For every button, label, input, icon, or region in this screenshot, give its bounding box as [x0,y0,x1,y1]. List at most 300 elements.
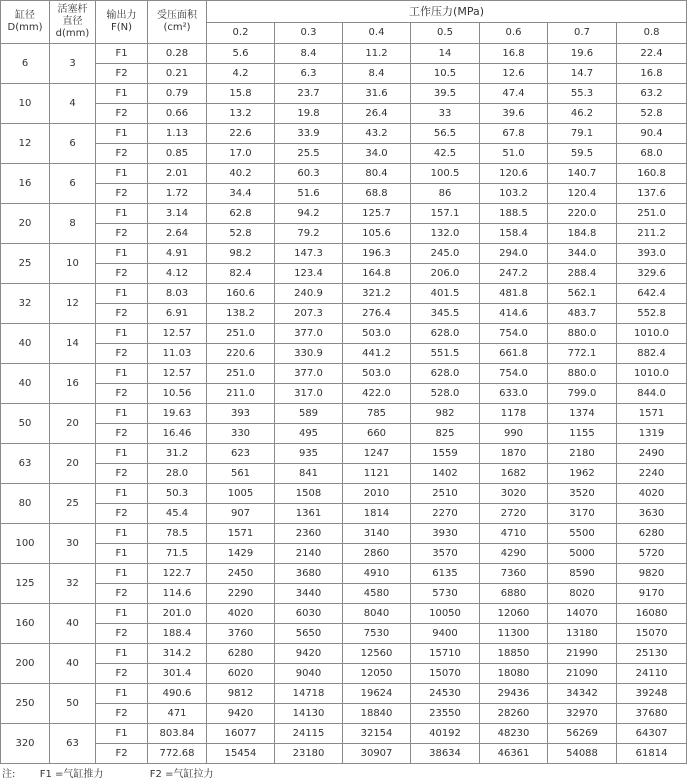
force-value-cell: 4020 [207,604,275,624]
bore-cell: 80 [1,484,50,524]
force-value-cell: 503.0 [343,364,411,384]
force-value-cell: 16077 [207,724,275,744]
force-label-cell: F1 [96,644,148,664]
pressure-header-2: 0.4 [343,23,411,44]
force-value-cell: 441.2 [343,344,411,364]
force-value-cell: 825 [411,424,480,444]
force-value-cell: 2360 [275,524,343,544]
force-value-cell: 40.2 [207,164,275,184]
force-value-cell: 12.6 [480,64,548,84]
force-value-cell: 39248 [617,684,687,704]
force-value-cell: 15454 [207,744,275,764]
header-bore: 缸径 D(mm) [1,1,50,44]
force-label-cell: F2 [96,424,148,444]
table-row [1,644,687,664]
force-value-cell: 9420 [275,644,343,664]
force-value-cell: 105.6 [343,224,411,244]
bore-cell: 200 [1,644,50,684]
table-row [1,284,687,304]
force-value-cell: 56.5 [411,124,480,144]
force-value-cell: 42.5 [411,144,480,164]
force-value-cell: 1814 [343,504,411,524]
table-row [1,124,687,144]
force-label-cell: F1 [96,204,148,224]
force-value-cell: 661.8 [480,344,548,364]
area-cell: 10.56 [148,384,207,404]
force-value-cell: 1962 [548,464,617,484]
force-value-cell: 495 [275,424,343,444]
force-value-cell: 422.0 [343,384,411,404]
force-value-cell: 2450 [207,564,275,584]
force-value-cell: 86 [411,184,480,204]
force-value-cell: 6135 [411,564,480,584]
area-cell: 188.4 [148,624,207,644]
force-label-cell: F1 [96,724,148,744]
force-value-cell: 8.4 [343,64,411,84]
force-value-cell: 6020 [207,664,275,684]
force-value-cell: 628.0 [411,364,480,384]
force-value-cell: 317.0 [275,384,343,404]
force-value-cell: 55.3 [548,84,617,104]
force-value-cell: 60.3 [275,164,343,184]
force-value-cell: 1361 [275,504,343,524]
force-value-cell: 14070 [548,604,617,624]
table-row [1,704,687,724]
force-value-cell: 2180 [548,444,617,464]
force-value-cell: 1010.0 [617,324,687,344]
area-cell: 31.2 [148,444,207,464]
force-value-cell: 51.6 [275,184,343,204]
force-value-cell: 160.6 [207,284,275,304]
force-value-cell: 29436 [480,684,548,704]
table-row [1,624,687,644]
force-value-cell: 34.0 [343,144,411,164]
rod-cell: 40 [50,644,96,684]
table-row [1,724,687,744]
rod-cell: 6 [50,164,96,204]
force-value-cell: 321.2 [343,284,411,304]
bore-cell: 125 [1,564,50,604]
force-label-cell: F1 [96,364,148,384]
force-value-cell: 1571 [207,524,275,544]
force-value-cell: 21090 [548,664,617,684]
force-value-cell: 562.1 [548,284,617,304]
force-value-cell: 2270 [411,504,480,524]
force-value-cell: 123.4 [275,264,343,284]
force-value-cell: 844.0 [617,384,687,404]
table-row [1,244,687,264]
force-value-cell: 184.8 [548,224,617,244]
force-value-cell: 14 [411,44,480,64]
force-value-cell: 19.8 [275,104,343,124]
table-row [1,484,687,504]
force-value-cell: 1682 [480,464,548,484]
rod-cell: 32 [50,564,96,604]
rod-cell: 40 [50,604,96,644]
bore-cell: 6 [1,44,50,84]
area-cell: 0.21 [148,64,207,84]
force-value-cell: 3760 [207,624,275,644]
force-label-cell: F1 [96,444,148,464]
force-value-cell: 207.3 [275,304,343,324]
area-cell: 301.4 [148,664,207,684]
force-value-cell: 935 [275,444,343,464]
force-value-cell: 3520 [548,484,617,504]
force-value-cell: 1374 [548,404,617,424]
force-value-cell: 3170 [548,504,617,524]
force-value-cell: 503.0 [343,324,411,344]
force-value-cell: 16080 [617,604,687,624]
force-value-cell: 344.0 [548,244,617,264]
rod-cell: 3 [50,44,96,84]
force-value-cell: 6280 [617,524,687,544]
force-value-cell: 8.4 [275,44,343,64]
table-row [1,364,687,384]
force-value-cell: 6880 [480,584,548,604]
force-value-cell: 94.2 [275,204,343,224]
force-value-cell: 251.0 [617,204,687,224]
force-value-cell: 46.2 [548,104,617,124]
force-value-cell: 47.4 [480,84,548,104]
area-cell: 71.5 [148,544,207,564]
force-label-cell: F2 [96,304,148,324]
force-value-cell: 90.4 [617,124,687,144]
force-value-cell: 2290 [207,584,275,604]
area-cell: 3.14 [148,204,207,224]
force-value-cell: 2240 [617,464,687,484]
force-value-cell: 1010.0 [617,364,687,384]
force-value-cell: 14718 [275,684,343,704]
force-value-cell: 2720 [480,504,548,524]
force-value-cell: 589 [275,404,343,424]
force-value-cell: 39.6 [480,104,548,124]
force-value-cell: 288.4 [548,264,617,284]
force-value-cell: 80.4 [343,164,411,184]
force-value-cell: 22.4 [617,44,687,64]
force-label-cell: F1 [96,484,148,504]
force-label-cell: F1 [96,684,148,704]
force-value-cell: 561 [207,464,275,484]
force-value-cell: 13180 [548,624,617,644]
force-label-cell: F1 [96,324,148,344]
bore-cell: 320 [1,724,50,764]
table-row [1,664,687,684]
force-label-cell: F1 [96,564,148,584]
force-value-cell: 345.5 [411,304,480,324]
area-cell: 4.91 [148,244,207,264]
force-value-cell: 1429 [207,544,275,564]
rod-cell: 20 [50,404,96,444]
area-cell: 803.84 [148,724,207,744]
table-row [1,744,687,764]
force-value-cell: 3680 [275,564,343,584]
force-value-cell: 2510 [411,484,480,504]
force-value-cell: 67.8 [480,124,548,144]
force-value-cell: 164.8 [343,264,411,284]
force-value-cell: 9400 [411,624,480,644]
force-label-cell: F1 [96,44,148,64]
force-value-cell: 623 [207,444,275,464]
area-cell: 16.46 [148,424,207,444]
force-value-cell: 11.2 [343,44,411,64]
table-row [1,524,687,544]
rod-cell: 6 [50,124,96,164]
table-row [1,504,687,524]
bore-cell: 16 [1,164,50,204]
force-value-cell: 16.8 [480,44,548,64]
force-value-cell: 1870 [480,444,548,464]
table-row [1,144,687,164]
force-value-cell: 4910 [343,564,411,584]
table-row [1,104,687,124]
force-value-cell: 1005 [207,484,275,504]
force-value-cell: 2860 [343,544,411,564]
force-value-cell: 7530 [343,624,411,644]
footnote-f1: F1 =气缸推力 [39,769,104,780]
table-row [1,204,687,224]
force-label-cell: F2 [96,184,148,204]
force-value-cell: 1319 [617,424,687,444]
force-label-cell: F2 [96,224,148,244]
force-label-cell: F2 [96,264,148,284]
force-label-cell: F1 [96,164,148,184]
force-value-cell: 754.0 [480,364,548,384]
area-cell: 50.3 [148,484,207,504]
force-value-cell: 9812 [207,684,275,704]
force-value-cell: 660 [343,424,411,444]
force-value-cell: 23.7 [275,84,343,104]
force-value-cell: 10050 [411,604,480,624]
force-value-cell: 52.8 [617,104,687,124]
force-value-cell: 880.0 [548,364,617,384]
force-value-cell: 147.3 [275,244,343,264]
bore-cell: 10 [1,84,50,124]
force-value-cell: 3630 [617,504,687,524]
force-value-cell: 551.5 [411,344,480,364]
area-cell: 8.03 [148,284,207,304]
pressure-header-5: 0.7 [548,23,617,44]
force-value-cell: 18840 [343,704,411,724]
force-value-cell: 5000 [548,544,617,564]
footnote-f2: F2 =气缸拉力 [149,769,214,780]
force-value-cell: 220.6 [207,344,275,364]
force-value-cell: 5.6 [207,44,275,64]
area-cell: 12.57 [148,364,207,384]
force-value-cell: 82.4 [207,264,275,284]
force-value-cell: 68.8 [343,184,411,204]
force-value-cell: 32970 [548,704,617,724]
force-value-cell: 211.0 [207,384,275,404]
force-value-cell: 19.6 [548,44,617,64]
area-cell: 0.28 [148,44,207,64]
force-value-cell: 160.8 [617,164,687,184]
table-row [1,604,687,624]
force-value-cell: 785 [343,404,411,424]
force-value-cell: 14130 [275,704,343,724]
rod-cell: 63 [50,724,96,764]
force-value-cell: 3440 [275,584,343,604]
bore-cell: 40 [1,364,50,404]
force-value-cell: 18080 [480,664,548,684]
force-label-cell: F2 [96,664,148,684]
force-value-cell: 137.6 [617,184,687,204]
pressure-header-3: 0.5 [411,23,480,44]
force-value-cell: 799.0 [548,384,617,404]
force-value-cell: 9170 [617,584,687,604]
pressure-header-6: 0.8 [617,23,687,44]
bore-cell: 25 [1,244,50,284]
rod-cell: 50 [50,684,96,724]
force-value-cell: 26.4 [343,104,411,124]
area-cell: 2.64 [148,224,207,244]
force-value-cell: 5730 [411,584,480,604]
force-value-cell: 18850 [480,644,548,664]
table-row [1,684,687,704]
force-value-cell: 24115 [275,724,343,744]
force-label-cell: F1 [96,404,148,424]
force-value-cell: 138.2 [207,304,275,324]
force-value-cell: 188.5 [480,204,548,224]
rod-cell: 12 [50,284,96,324]
force-value-cell: 31.6 [343,84,411,104]
force-value-cell: 23550 [411,704,480,724]
rod-cell: 10 [50,244,96,284]
area-cell: 1.13 [148,124,207,144]
force-value-cell: 196.3 [343,244,411,264]
force-label-cell: F1 [96,244,148,264]
header-working-pressure: 工作压力(MPa) [207,1,687,23]
force-value-cell: 23180 [275,744,343,764]
force-value-cell: 63.2 [617,84,687,104]
table-row [1,444,687,464]
force-value-cell: 4290 [480,544,548,564]
force-value-cell: 4710 [480,524,548,544]
force-value-cell: 3570 [411,544,480,564]
force-value-cell: 120.4 [548,184,617,204]
table-row [1,564,687,584]
force-value-cell: 158.4 [480,224,548,244]
bore-cell: 20 [1,204,50,244]
force-value-cell: 79.1 [548,124,617,144]
force-value-cell: 240.9 [275,284,343,304]
rod-cell: 25 [50,484,96,524]
force-value-cell: 13.2 [207,104,275,124]
force-value-cell: 3020 [480,484,548,504]
force-value-cell: 251.0 [207,364,275,384]
force-value-cell: 5500 [548,524,617,544]
force-value-cell: 7360 [480,564,548,584]
bore-cell: 50 [1,404,50,444]
force-value-cell: 3140 [343,524,411,544]
force-value-cell: 642.4 [617,284,687,304]
force-label-cell: F2 [96,384,148,404]
force-value-cell: 1247 [343,444,411,464]
table-row [1,424,687,444]
force-value-cell: 12050 [343,664,411,684]
force-label-cell: F1 [96,544,148,564]
area-cell: 122.7 [148,564,207,584]
table-row [1,544,687,564]
force-value-cell: 6280 [207,644,275,664]
force-value-cell: 3930 [411,524,480,544]
force-value-cell: 17.0 [207,144,275,164]
force-value-cell: 15.8 [207,84,275,104]
header-rod-diameter: 活塞杆 直径 d(mm) [50,1,96,44]
force-label-cell: F2 [96,624,148,644]
table-row [1,384,687,404]
force-value-cell: 12560 [343,644,411,664]
force-label-cell: F2 [96,144,148,164]
force-value-cell: 54088 [548,744,617,764]
area-cell: 0.79 [148,84,207,104]
force-value-cell: 32154 [343,724,411,744]
table-row [1,84,687,104]
force-value-cell: 633.0 [480,384,548,404]
force-value-cell: 8040 [343,604,411,624]
force-value-cell: 1178 [480,404,548,424]
area-cell: 28.0 [148,464,207,484]
force-value-cell: 1508 [275,484,343,504]
table-row [1,304,687,324]
force-label-cell: F2 [96,744,148,764]
force-value-cell: 98.2 [207,244,275,264]
force-label-cell: F2 [96,704,148,724]
force-value-cell: 220.0 [548,204,617,224]
force-value-cell: 37680 [617,704,687,724]
force-value-cell: 1571 [617,404,687,424]
area-cell: 6.91 [148,304,207,324]
area-cell: 0.85 [148,144,207,164]
footnote [2,765,213,780]
force-value-cell: 103.2 [480,184,548,204]
table-row [1,464,687,484]
force-value-cell: 8020 [548,584,617,604]
area-cell: 1.72 [148,184,207,204]
bore-cell: 250 [1,684,50,724]
area-cell: 78.5 [148,524,207,544]
bore-cell: 32 [1,284,50,324]
table-row [1,44,687,64]
force-label-cell: F2 [96,464,148,484]
force-value-cell: 56269 [548,724,617,744]
area-cell: 772.68 [148,744,207,764]
force-value-cell: 15070 [411,664,480,684]
area-cell: 4.12 [148,264,207,284]
force-value-cell: 25130 [617,644,687,664]
force-value-cell: 43.2 [343,124,411,144]
force-value-cell: 880.0 [548,324,617,344]
force-value-cell: 21990 [548,644,617,664]
area-cell: 11.03 [148,344,207,364]
force-value-cell: 393 [207,404,275,424]
bore-cell: 12 [1,124,50,164]
table-row [1,404,687,424]
table-row [1,64,687,84]
header-pressure-area: 受压面积 (cm²) [148,1,207,44]
force-value-cell: 483.7 [548,304,617,324]
force-value-cell: 33.9 [275,124,343,144]
force-value-cell: 24110 [617,664,687,684]
pressure-header-0: 0.2 [207,23,275,44]
force-value-cell: 251.0 [207,324,275,344]
table-row [1,164,687,184]
area-cell: 201.0 [148,604,207,624]
pressure-header-4: 0.6 [480,23,548,44]
force-value-cell: 68.0 [617,144,687,164]
rod-cell: 20 [50,444,96,484]
rod-cell: 30 [50,524,96,564]
force-value-cell: 100.5 [411,164,480,184]
